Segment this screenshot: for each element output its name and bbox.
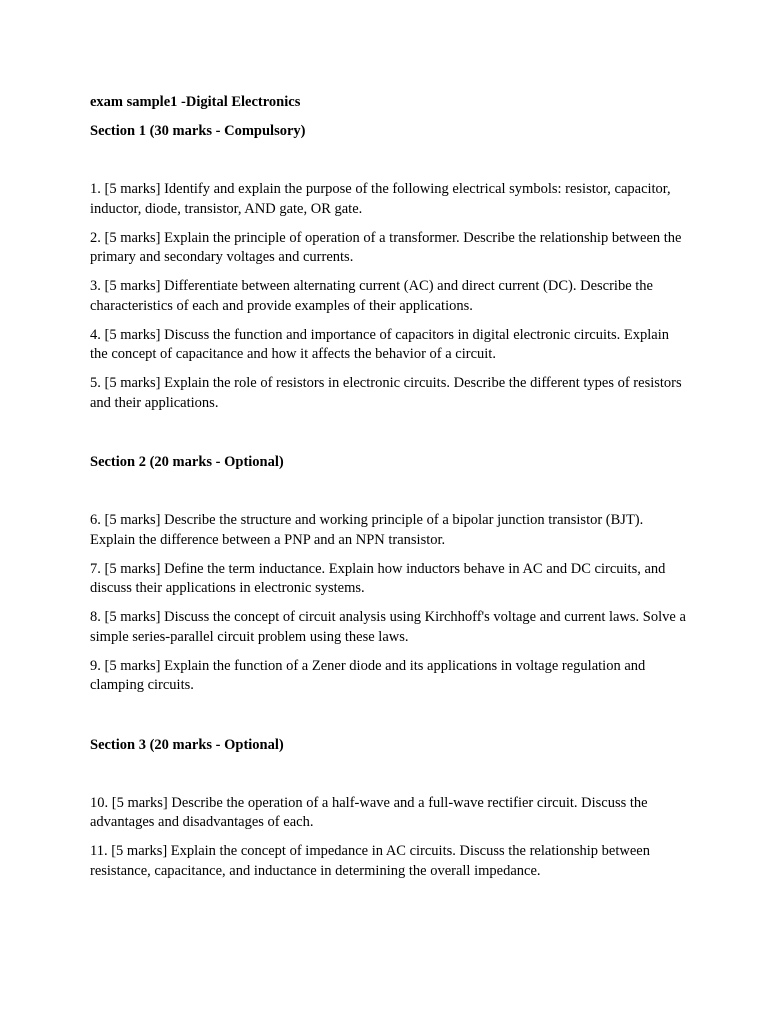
document-title: exam sample1 -Digital Electronics xyxy=(90,94,301,110)
question-11: 11. [5 marks] Explain the concept of impedance in AC circuits. Discuss the relationship between resistance, capacitance, and inductance in determining the overall impedance. xyxy=(90,843,650,879)
document-page xyxy=(90,93,690,881)
question-2: 2. [5 marks] Explain the principle of operation of a transformer. Describe the relationship between the primary and secondary voltages and currents. xyxy=(90,229,682,265)
section-heading-2: Section 2 (20 marks - Optional) xyxy=(90,454,284,470)
question-9: 9. [5 marks] Explain the function of a Zener diode and its applications in voltage regulation and clamping circuits. xyxy=(90,657,646,693)
question-6: 6. [5 marks] Describe the structure and working principle of a bipolar junction transistor (BJT). Explain the difference between a PNP and an NPN transistor. xyxy=(90,512,644,548)
question-4: 4. [5 marks] Discuss the function and importance of capacitors in digital electronic circuits. Explain the concept of capacitance and how it affects the behavior of a circuit. xyxy=(90,326,670,362)
question-10: 10. [5 marks] Describe the operation of a half-wave and a full-wave rectifier circuit. Discuss the advantages and disadvantages of each. xyxy=(90,794,648,830)
section-heading-3: Section 3 (20 marks - Optional) xyxy=(90,736,284,753)
question-7: 7. [5 marks] Define the term inductance. Explain how inductors behave in AC and DC circuits, and discuss their applications in electronic systems. xyxy=(90,560,666,596)
question-8: 8. [5 marks] Discuss the concept of circuit analysis using Kirchhoff's voltage and current laws. Solve a simple series-parallel circuit problem using these laws. xyxy=(90,609,686,645)
question-1: 1. [5 marks] Identify and explain the purpose of the following electrical symbols: resistor, capacitor, inductor, diode, transistor, AND gate, OR gate. xyxy=(90,181,671,217)
question-3: 3. [5 marks] Differentiate between alternating current (AC) and direct current (DC). Describe the characteristics of each and provide examples of their applications. xyxy=(90,278,653,314)
section-heading-1: Section 1 (30 marks - Compulsory) xyxy=(90,123,306,139)
question-5: 5. [5 marks] Explain the role of resistors in electronic circuits. Describe the different types of resistors and their applications. xyxy=(90,375,682,411)
